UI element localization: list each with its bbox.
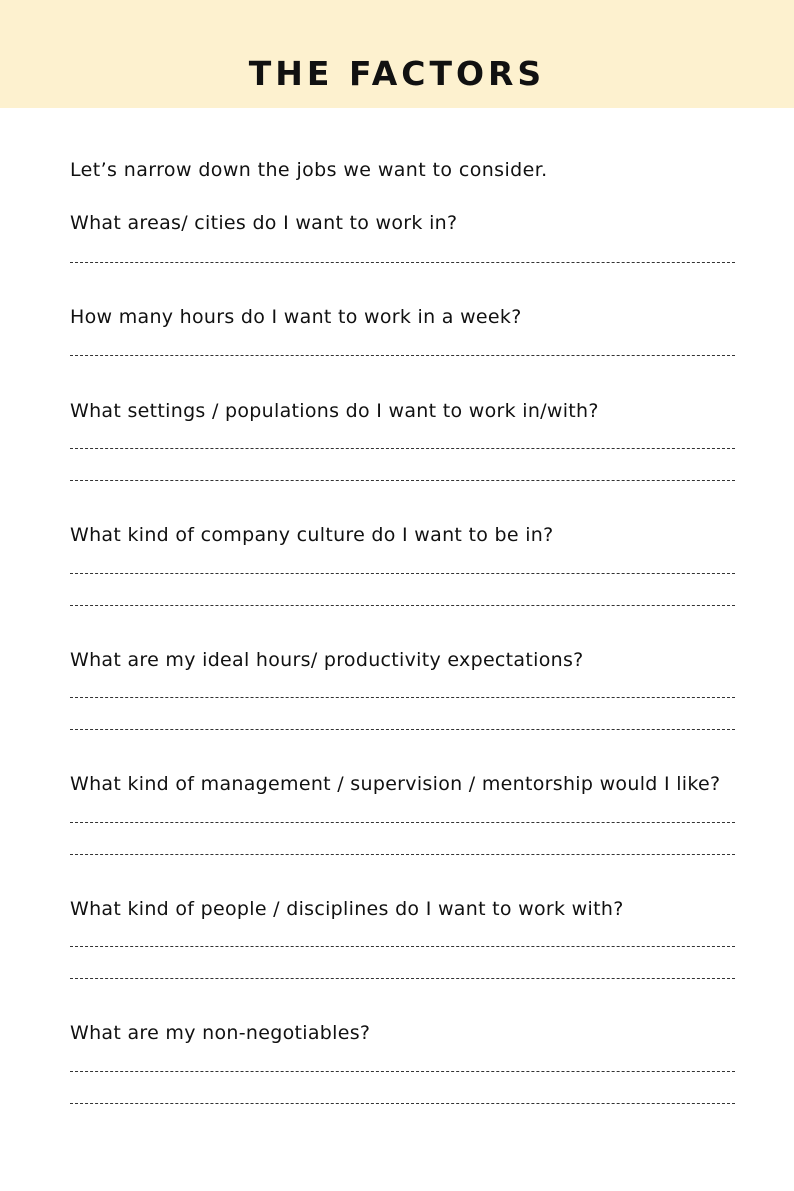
answer-line[interactable] — [70, 355, 735, 356]
question-company-culture: What kind of company culture do I want to be in? — [70, 524, 554, 546]
answer-line[interactable] — [70, 697, 735, 698]
answer-line[interactable] — [70, 605, 735, 606]
answer-line[interactable] — [70, 448, 735, 449]
answer-line[interactable] — [70, 573, 735, 574]
question-ideal-hours: What are my ideal hours/ productivity expectations? — [70, 649, 584, 671]
answer-line[interactable] — [70, 1071, 735, 1072]
question-people-disciplines: What kind of people / disciplines do I want to work with? — [70, 898, 624, 920]
answer-line[interactable] — [70, 854, 735, 855]
question-settings-populations: What settings / populations do I want to work in/with? — [70, 400, 599, 422]
answer-line[interactable] — [70, 978, 735, 979]
answer-line[interactable] — [70, 729, 735, 730]
answer-line[interactable] — [70, 946, 735, 947]
question-work-areas: What areas/ cities do I want to work in? — [70, 212, 458, 234]
answer-line[interactable] — [70, 822, 735, 823]
page-title: THE FACTORS — [248, 54, 546, 93]
question-non-negotiables: What are my non-negotiables? — [70, 1022, 371, 1044]
answer-line[interactable] — [70, 480, 735, 481]
answer-line[interactable] — [70, 262, 735, 263]
question-management-style: What kind of management / supervision / mentorship would I like? — [70, 773, 721, 795]
answer-line[interactable] — [70, 1103, 735, 1104]
question-weekly-hours: How many hours do I want to work in a week? — [70, 306, 522, 328]
intro-text: Let’s narrow down the jobs we want to consider. — [70, 159, 548, 181]
